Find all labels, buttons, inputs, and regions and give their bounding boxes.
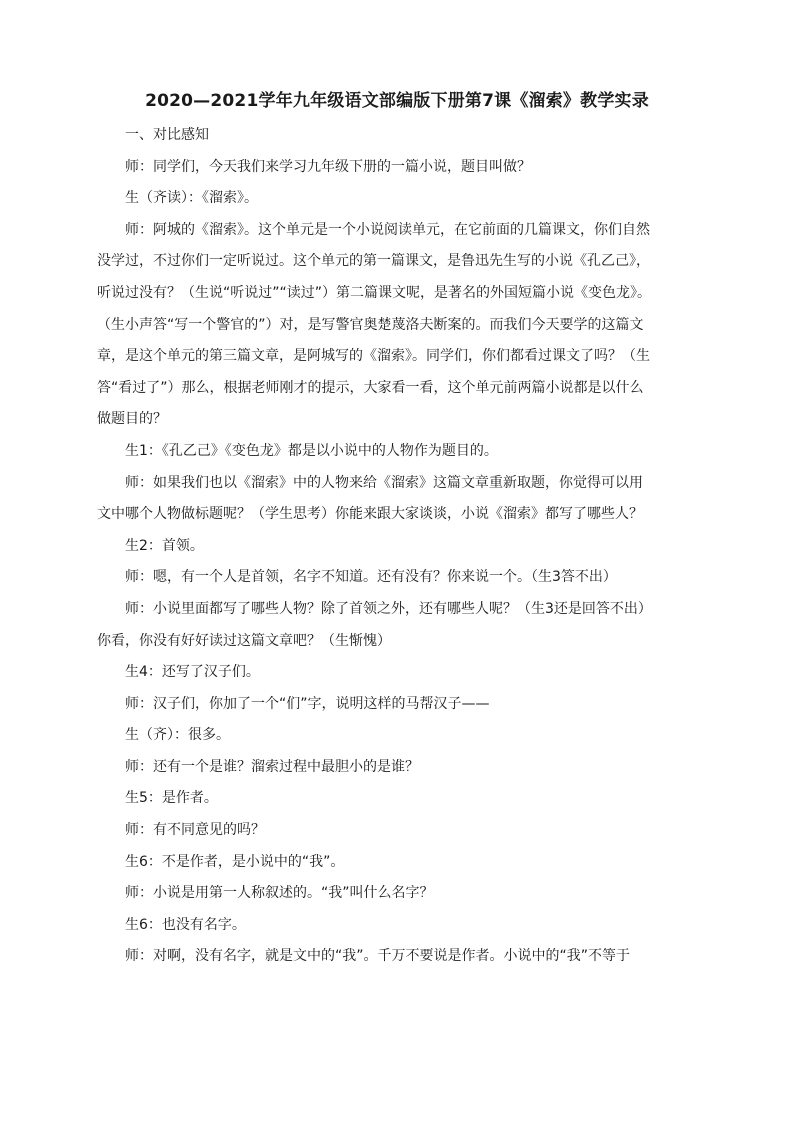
paragraph-line: 生6：不是作者，是小说中的“我”。: [125, 853, 345, 870]
paragraph-line: 听说过没有？（生说“听说过”“读过”）第二篇课文呢，是著名的外国短篇小说《变色龙》。: [97, 284, 652, 301]
paragraph-line: 章，是这个单元的第三篇文章，是阿城写的《溜索》。同学们，你们都看过课文了吗？（生: [97, 348, 650, 365]
paragraph-line: 没学过，不过你们一定听说过。这个单元的第一篇课文，是鲁迅先生写的小说《孔乙己》，: [97, 253, 650, 270]
document-title: 2020—2021学年九年级语文部编版下册第7课《溜索》教学实录: [145, 91, 649, 111]
paragraph-line: 生（齐读）：《溜索》。: [125, 190, 258, 207]
section-heading: 一、对比感知: [125, 127, 209, 143]
paragraph-line: 生4：还写了汉子们。: [125, 664, 260, 681]
paragraph-line: 师：小说是用第一人称叙述的。“我”叫什么名字？: [125, 885, 434, 902]
paragraph-line: 师：阿城的《溜索》。这个单元是一个小说阅读单元，在它前面的几篇课文，你们自然: [125, 221, 650, 238]
paragraph-line: 文中哪个人物做标题呢？（学生思考）你能来跟大家谈谈，小说《溜索》都写了哪些人？: [97, 506, 643, 523]
paragraph-line: 生6：也没有名字。: [125, 916, 246, 933]
paragraph-line: 师：汉子们，你加了一个“们”字，说明这样的马帮汉子——: [125, 695, 490, 712]
paragraph-line: 师：还有一个是谁？溜索过程中最胆小的是谁？: [125, 758, 419, 775]
paragraph-line: 答“看过了”）那么，根据老师刚才的提示，大家看一看，这个单元前两篇小说都是以什么: [97, 379, 644, 396]
paragraph-line: 你看，你没有好好读过这篇文章吧？（生惭愧）: [97, 632, 391, 649]
paragraph-line: 师：嗯，有一个人是首领，名字不知道。还有没有？你来说一个。（生3答不出）: [125, 569, 617, 586]
paragraph-line: 师：对啊，没有名字，就是文中的“我”。千万不要说是作者。小说中的“我”不等于: [125, 948, 631, 965]
paragraph-line: 师：同学们，今天我们来学习九年级下册的一篇小说，题目叫做？: [125, 158, 531, 175]
paragraph-line: 师：小说里面都写了哪些人物？除了首领之外，还有哪些人呢？（生3还是回答不出）: [125, 600, 652, 617]
paragraph-line: 师：如果我们也以《溜索》中的人物来给《溜索》这篇文章重新取题，你觉得可以用: [125, 474, 643, 491]
paragraph-line: 生5：是作者。: [125, 790, 218, 807]
document-body: [97, 120, 713, 973]
paragraph-line: 生1：《孔乙己》《变色龙》都是以小说中的人物作为题目的。: [125, 442, 498, 459]
paragraph-line: 做题目的？: [97, 411, 167, 428]
paragraph-line: 师：有不同意见的吗？: [125, 822, 265, 839]
paragraph-line: 生（齐）：很多。: [125, 727, 230, 744]
paragraph-line: 生2：首领。: [125, 537, 204, 554]
paragraph-line: （生小声答“写一个警官的”）对，是写警官奥楚蔑洛夫断案的。而我们今天要学的这篇文: [97, 316, 644, 333]
